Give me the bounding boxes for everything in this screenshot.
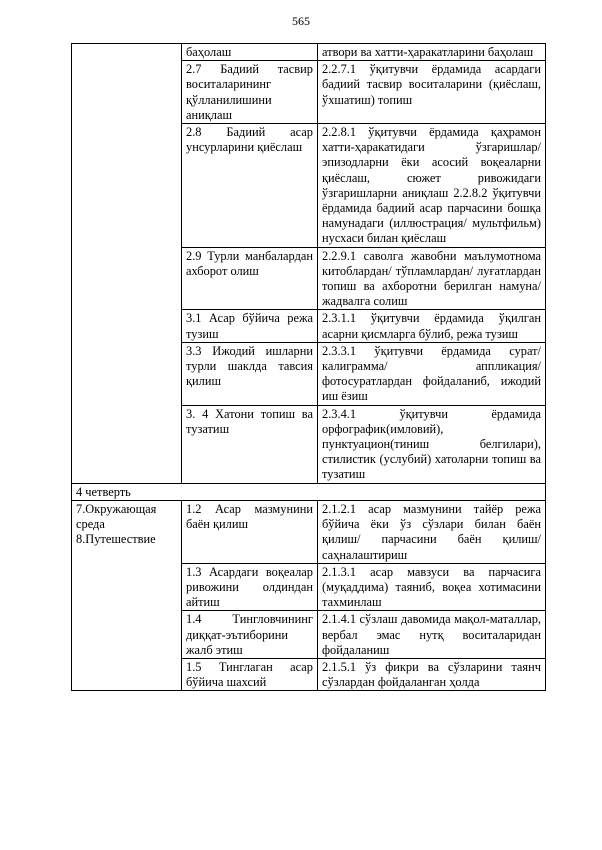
page-number: 565: [292, 14, 310, 28]
outcome-cell: 2.3.1.1 ўқитувчи ёрдамида ўқилган асарни қисмларга бўлиб, режа тузиш: [318, 310, 546, 342]
table-row: [72, 500, 546, 563]
outcome-cell: 2.2.9.1 саволга жавобни маълумотнома китоблардан/ тўпламлардан/ луғатлардан топиш ва ахборотни берилган намуна/ жадвалга солиш: [318, 247, 546, 310]
skill-cell: 2.8 Бадиий асар унсурларини қиёслаш: [182, 124, 318, 248]
skill-cell: 3.1 Асар бўйича режа тузиш: [182, 310, 318, 342]
skill-cell: 1.5 Тинглаган асар бўйича шахсий: [182, 658, 318, 690]
topic-item: 8.Путешествие: [76, 532, 156, 547]
outcome-cell: 2.1.2.1 асар мазмунини тайёр режа бўйича ёки ўз сўзлари билан баён қилиш/ парчасини баён қилиш/ саҳналаштириш: [318, 500, 546, 563]
skill-cell: 1.2 Асар мазмунини баён қилиш: [182, 500, 318, 563]
table-row: [72, 44, 546, 61]
outcome-cell: 2.3.3.1 ўқитувчи ёрдамида сурат/ калиграмма/ аппликация/ фотосуратлардан фойдаланиб, ижодий иш ёзиш: [318, 342, 546, 405]
outcome-cell: 2.2.8.1 ўқитувчи ёрдамида қаҳрамон хатти-ҳаракатидаги ўзгаришлар/эпизодларни ёки асосий воқеаларни қиёслаш, сюжет ривожидаги ўзгаришларни аниқлаш 2.2.8.2 ўқитувчи ёрдамида бадиий асар парчасини бошқа намунадаги (иллюстрация/ мультфильм) нусхаси билан қиёслаш: [318, 124, 546, 248]
topic-cell-empty: [72, 44, 182, 484]
outcome-cell: 2.1.4.1 сўзлаш давомида мақол-маталлар, вербал эмас нутқ воситаларидан фойдаланиш: [318, 611, 546, 659]
topic-cell: [72, 500, 182, 690]
topic-item: 7.Окружающая среда: [76, 501, 157, 532]
outcome-cell: 2.2.7.1 ўқитувчи ёрдамида асардаги бадиий тасвир воситаларини (қиёслаш, ўхшатиш) топиш: [318, 61, 546, 124]
skill-cell: 3. 4 Хатони топиш ва тузатиш: [182, 405, 318, 483]
skill-cell: баҳолаш: [182, 44, 318, 61]
outcome-cell: атвори ва хатти-ҳаракатларини баҳолаш: [318, 44, 546, 61]
skill-cell: 3.3 Ижодий ишларни турли шаклда тавсия қилиш: [182, 342, 318, 405]
outcome-cell: 2.1.5.1 ўз фикри ва сўзларини таянч сўзлардан фойдаланган ҳолда: [318, 658, 546, 690]
skill-cell: 1.3 Асардаги воқеалар ривожини олдиндан айтиш: [182, 563, 318, 611]
skill-cell: 2.7 Бадиий тасвир воситаларининг қўлланилишини аниқлаш: [182, 61, 318, 124]
quarter-label: 4 четверть: [72, 483, 546, 500]
skill-cell: 1.4 Тингловчининг диққат-эътиборини жалб этиш: [182, 611, 318, 659]
outcome-cell: 2.1.3.1 асар мавзуси ва парчасига (муқаддима) таяниб, воқеа хотимасини тахминлаш: [318, 563, 546, 611]
skill-cell: 2.9 Турли манбалардан ахборот олиш: [182, 247, 318, 310]
outcome-cell: 2.3.4.1 ўқитувчи ёрдамида орфографик(имловий), пунктуацион(тиниш белгилари), стилистик (услубий) хатоларни топиш ва тузатиш: [318, 405, 546, 483]
quarter-row: [72, 483, 546, 500]
curriculum-table: [71, 43, 546, 691]
